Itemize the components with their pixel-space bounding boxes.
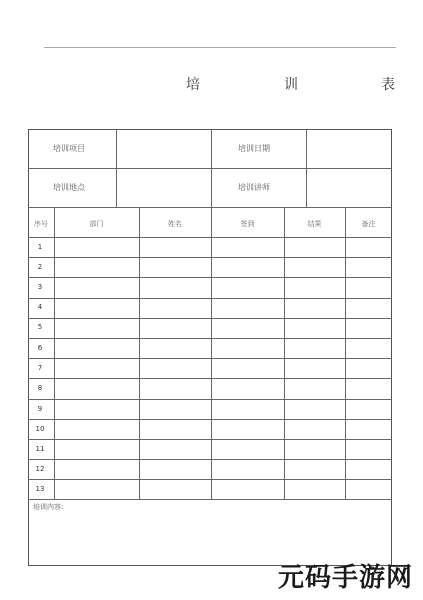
row-number: 13 — [35, 485, 45, 493]
grid-row-line — [28, 338, 392, 339]
form-table — [28, 129, 392, 566]
col-header-signin: 签到 — [240, 220, 255, 228]
form-title — [0, 74, 423, 94]
watermark-logo: 元码手游网 — [277, 563, 413, 593]
grid-row-line — [28, 378, 392, 379]
grid-col-line — [139, 207, 140, 499]
grid-row-line — [28, 479, 392, 480]
grid-row-line — [28, 439, 392, 440]
row-number: 2 — [37, 263, 43, 271]
grid-col-line — [54, 207, 55, 499]
grid-row-line — [28, 257, 392, 258]
grid-col-line — [211, 207, 212, 499]
grid-row-line — [28, 298, 392, 299]
rule-header-mid — [28, 168, 392, 169]
row-number: 11 — [35, 445, 45, 453]
rule-header-end — [28, 207, 392, 208]
row-number: 12 — [35, 465, 45, 473]
row-number: 3 — [37, 283, 43, 291]
grid-row-line — [28, 358, 392, 359]
row-number: 9 — [37, 405, 43, 413]
grid-row-line — [28, 237, 392, 238]
grid-row-line — [28, 277, 392, 278]
training-location-label: 培训地点 — [53, 183, 85, 192]
rule-header-v3 — [306, 129, 307, 207]
title-char-3: 表 — [381, 77, 395, 93]
rule-header-v2 — [211, 129, 212, 207]
row-number: 4 — [37, 303, 43, 311]
training-instructor-label: 培训讲师 — [238, 183, 270, 192]
top-rule — [44, 47, 396, 48]
title-char-2: 训 — [284, 77, 298, 93]
row-number: 5 — [37, 323, 43, 331]
grid-col-line — [345, 207, 346, 499]
grid-row-line — [28, 499, 392, 500]
training-content-label: 培训内容: — [33, 503, 64, 511]
grid-row-line — [28, 318, 392, 319]
row-number: 8 — [37, 384, 43, 392]
grid-row-line — [28, 419, 392, 420]
col-header-name: 姓名 — [168, 220, 182, 228]
training-date-label: 培训日期 — [238, 144, 270, 153]
row-number: 7 — [37, 364, 43, 372]
col-header-seq: 序号 — [34, 220, 48, 228]
col-header-remark: 备注 — [361, 220, 376, 228]
grid-row-line — [28, 399, 392, 400]
row-number: 6 — [37, 344, 43, 352]
col-header-dept: 部门 — [89, 220, 104, 228]
training-project-label: 培训项目 — [53, 144, 85, 153]
grid-row-line — [28, 459, 392, 460]
row-number: 1 — [37, 243, 43, 251]
row-number: 10 — [35, 425, 45, 433]
col-header-result: 结果 — [307, 220, 322, 228]
title-char-1: 培 — [186, 77, 200, 93]
grid-col-line — [284, 207, 285, 499]
rule-header-v1 — [116, 129, 117, 207]
